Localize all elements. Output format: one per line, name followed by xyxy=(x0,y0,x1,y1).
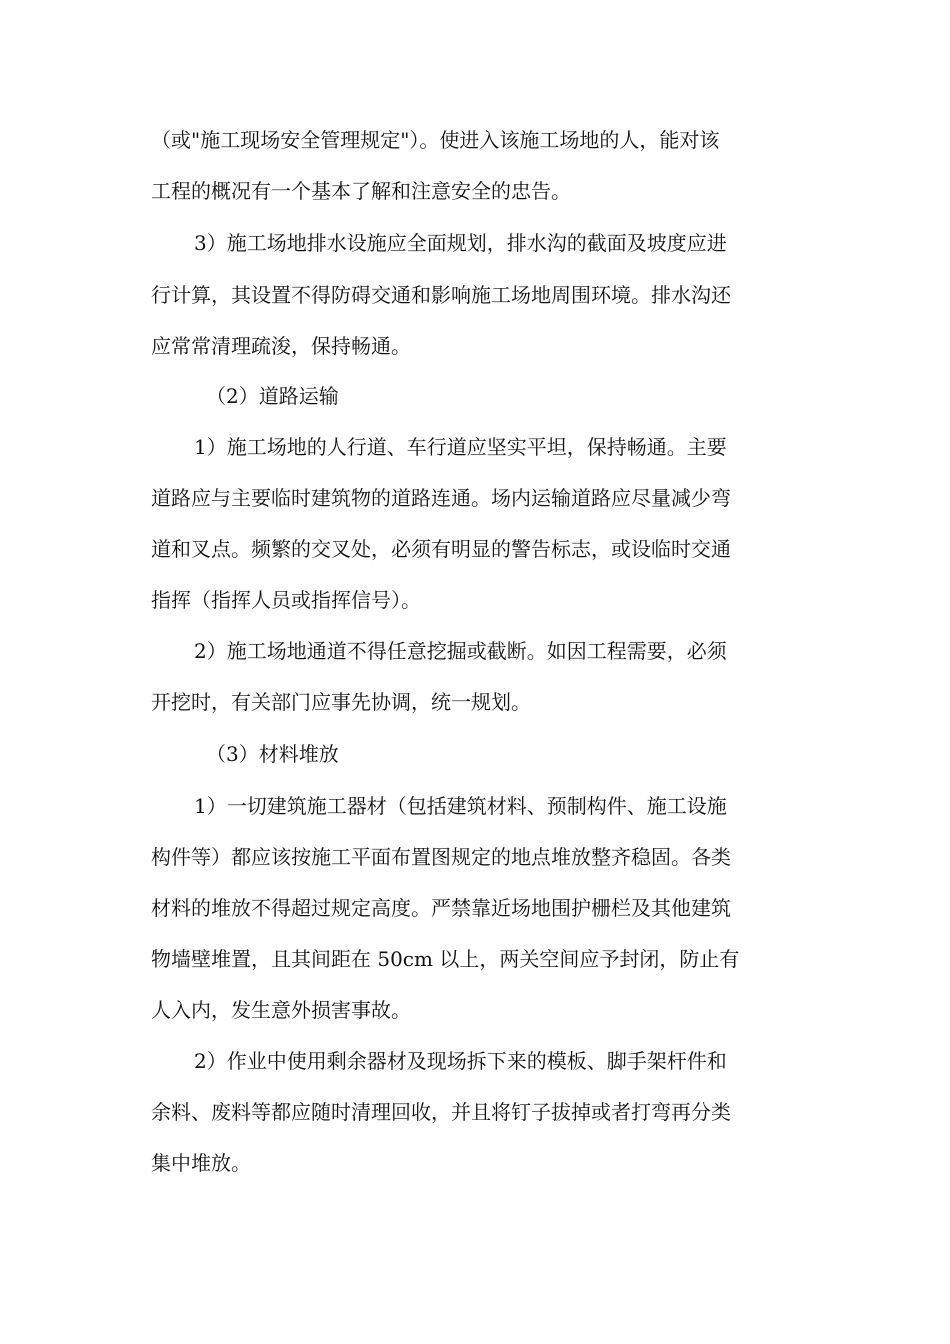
text-line: 1）施工场地的人行道、车行道应坚实平坦，保持畅通。主要 xyxy=(194,435,727,459)
text-line: 1）一切建筑施工器材（包括建筑材料、预制构件、施工设施 xyxy=(194,794,727,818)
text-line: 材料的堆放不得超过规定高度。严禁靠近场地围护栅栏及其他建筑 xyxy=(151,896,731,920)
text-line: 开挖时，有关部门应事先协调，统一规划。 xyxy=(151,690,531,714)
text-line: 物墙壁堆置，且其间距在 50cm 以上，两关空间应予封闭，防止有 xyxy=(151,947,740,971)
section-heading: （3）材料堆放 xyxy=(206,742,339,766)
text-line: 集中堆放。 xyxy=(151,1151,251,1175)
text-line: 2）施工场地通道不得任意挖掘或截断。如因工程需要，必须 xyxy=(194,639,727,663)
text-line: 余料、废料等都应随时清理回收，并且将钉子拔掉或者打弯再分类 xyxy=(151,1100,731,1124)
text-line: 行计算，其设置不得防碍交通和影响施工场地周围环境。排水沟还 xyxy=(151,283,731,307)
text-line: 人入内，发生意外损害事故。 xyxy=(151,998,411,1022)
text-line: 道路应与主要临时建筑物的道路连通。场内运输道路应尽量减少弯 xyxy=(151,486,731,510)
text-line: （或"施工现场安全管理规定"）。使进入该施工场地的人，能对该 xyxy=(151,128,720,152)
text-line: 应常常清理疏浚，保持畅通。 xyxy=(151,334,411,358)
section-heading: （2）道路运输 xyxy=(206,384,339,408)
text-line: 构件等）都应该按施工平面布置图规定的地点堆放整齐稳固。各类 xyxy=(151,845,731,869)
text-line: 道和叉点。频繁的交叉处，必须有明显的警告标志，或设临时交通 xyxy=(151,537,731,561)
text-line: 工程的概况有一个基本了解和注意安全的忠告。 xyxy=(151,179,571,203)
text-line: 2）作业中使用剩余器材及现场拆下来的模板、脚手架杆件和 xyxy=(194,1049,727,1073)
text-line: 3）施工场地排水设施应全面规划，排水沟的截面及坡度应进 xyxy=(194,231,727,255)
text-line: 指挥（指挥人员或指挥信号）。 xyxy=(151,588,421,612)
